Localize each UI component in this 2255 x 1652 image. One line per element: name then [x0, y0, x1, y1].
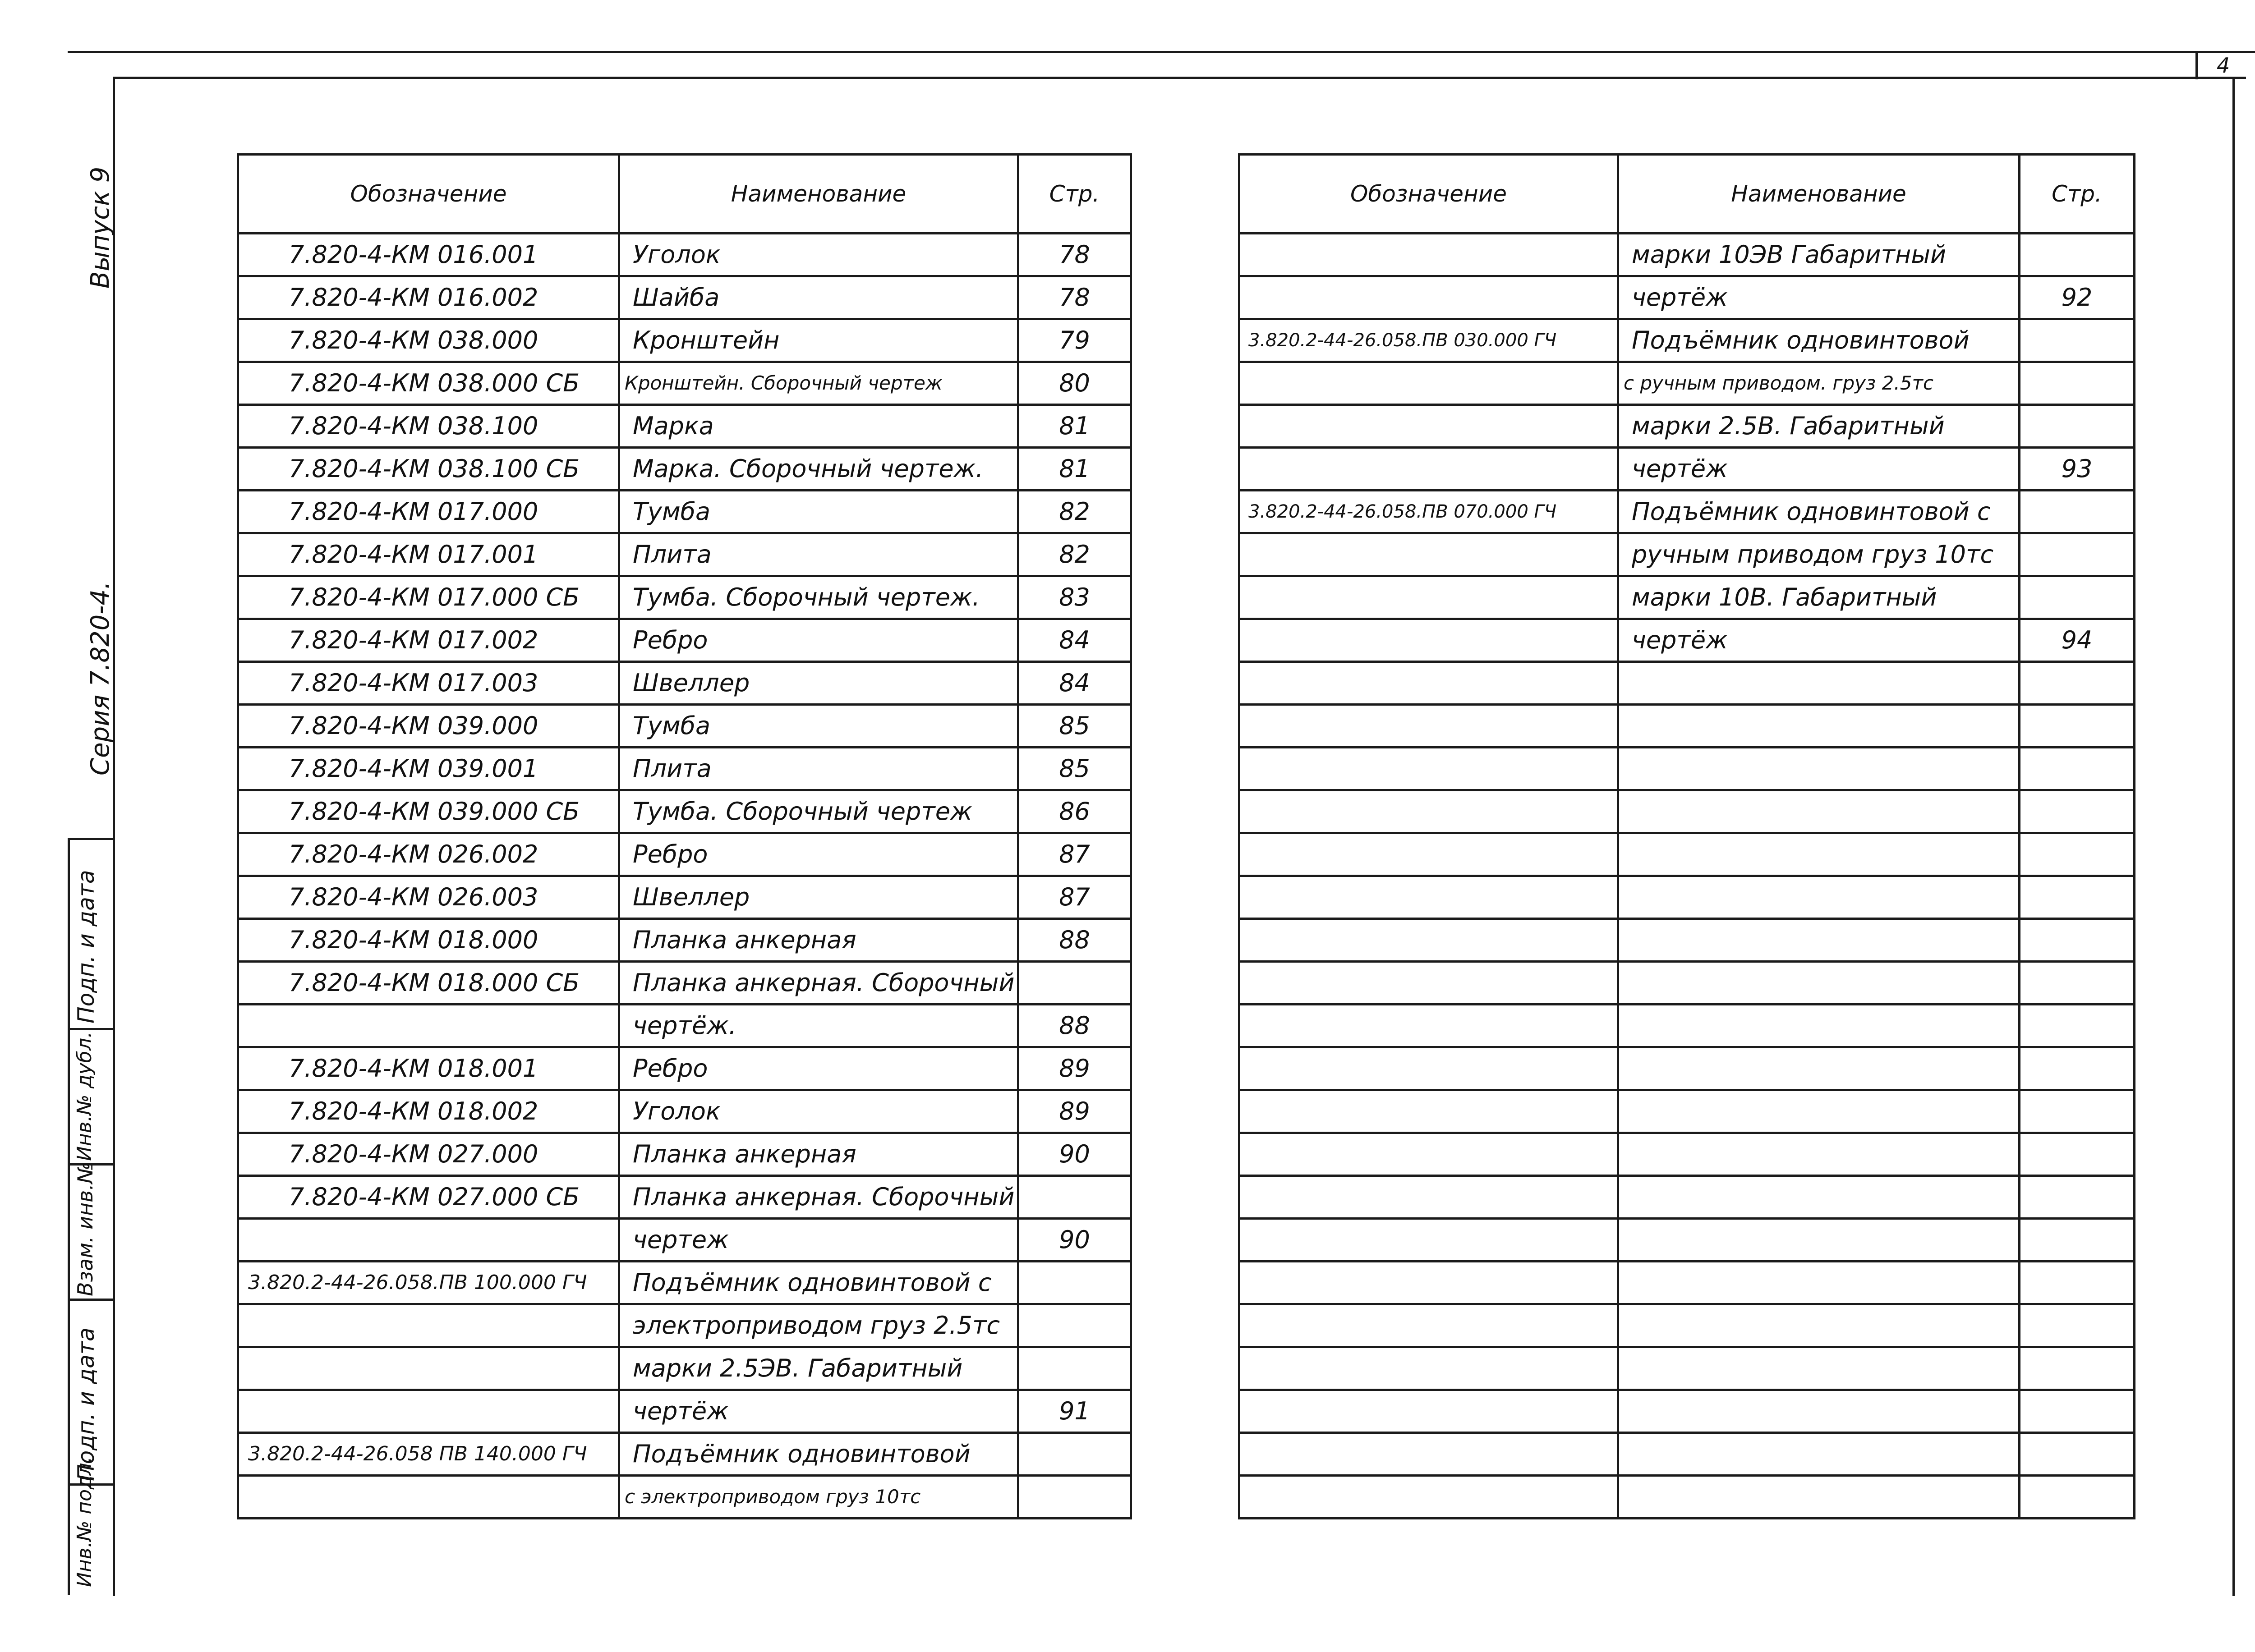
right-frame-line — [2232, 77, 2235, 1596]
cell-name: Планка анкерная — [619, 919, 1018, 962]
cell-page: 87 — [1018, 833, 1131, 876]
cell-code — [1239, 790, 1618, 833]
cell-name: Марка. Сборочный чертеж. — [619, 448, 1018, 491]
cell-name — [1618, 748, 2020, 790]
table-row — [1239, 1304, 2135, 1347]
table-row — [1239, 1047, 2135, 1090]
cell-page: 78 — [1018, 276, 1131, 319]
cell-page: 85 — [1018, 748, 1131, 790]
cell-page — [2020, 491, 2135, 533]
cell-name: Ребро — [619, 833, 1018, 876]
cell-name: марки 10ЭВ Габаритный — [1618, 234, 2020, 276]
cell-page — [2020, 576, 2135, 619]
cell-page — [2020, 705, 2135, 748]
cell-name: Планка анкерная — [619, 1133, 1018, 1176]
cell-name — [1618, 1390, 2020, 1433]
table-row — [1239, 448, 2135, 491]
table-row — [1239, 705, 2135, 748]
cell-page: 86 — [1018, 790, 1131, 833]
table-row — [1239, 619, 2135, 662]
cell-code — [1239, 1390, 1618, 1433]
table-row — [1239, 1133, 2135, 1176]
table-row — [238, 576, 1131, 619]
cell-code — [238, 1219, 619, 1262]
cell-code — [1239, 1090, 1618, 1133]
cell-page: 94 — [2020, 619, 2135, 662]
table-row — [238, 1047, 1131, 1090]
table-row — [1239, 1476, 2135, 1519]
cell-page — [2020, 1176, 2135, 1219]
header-code: Обозначение — [238, 155, 619, 234]
left-frame-line — [113, 77, 115, 1596]
cell-page — [2020, 1347, 2135, 1390]
cell-name — [1618, 662, 2020, 705]
cell-code: 7.820-4-КМ 018.000 СБ — [238, 962, 619, 1005]
cell-page — [2020, 1262, 2135, 1304]
table-row — [238, 405, 1131, 448]
cell-name: Уголок — [619, 234, 1018, 276]
cell-name — [1618, 705, 2020, 748]
cell-name — [1618, 1047, 2020, 1090]
cell-code — [1239, 833, 1618, 876]
header-code: Обозначение — [1239, 155, 1618, 234]
cell-name: чертеж — [619, 1219, 1018, 1262]
table-row — [1239, 1390, 2135, 1433]
cell-name: Кронштейн. Сборочный чертеж — [619, 362, 1018, 405]
cell-name — [1618, 1304, 2020, 1347]
cell-name: Плита — [619, 748, 1018, 790]
table-row — [1239, 662, 2135, 705]
cell-code — [1239, 1219, 1618, 1262]
cell-name — [1618, 1433, 2020, 1476]
cell-name: Плита — [619, 533, 1018, 576]
cell-code — [1239, 705, 1618, 748]
cell-code — [1239, 1133, 1618, 1176]
cell-code: 7.820-4-КМ 018.001 — [238, 1047, 619, 1090]
top-border-line — [68, 51, 2255, 53]
table-row — [1239, 1090, 2135, 1133]
cell-code — [238, 1005, 619, 1047]
cell-code — [1239, 362, 1618, 405]
table-row — [238, 1390, 1131, 1433]
stamp-dup-inv: Инв.№ дубл. — [73, 1031, 96, 1161]
cell-name — [1618, 1347, 2020, 1390]
cell-page: 89 — [1018, 1047, 1131, 1090]
table-row — [1239, 533, 2135, 576]
cell-code: 7.820-4-КМ 027.000 СБ — [238, 1176, 619, 1219]
cell-name: Подъёмник одновинтовой с — [619, 1262, 1018, 1304]
cell-name: марки 10В. Габаритный — [1618, 576, 2020, 619]
cell-page — [1018, 962, 1131, 1005]
cell-code: 7.820-4-КМ 018.000 — [238, 919, 619, 962]
table-row — [238, 448, 1131, 491]
cell-name: Швеллер — [619, 876, 1018, 919]
cell-code — [1239, 1347, 1618, 1390]
cell-page — [2020, 1390, 2135, 1433]
header-name: Наименование — [619, 155, 1018, 234]
cell-code: 3.820.2-44-26.058.ПВ 100.000 ГЧ — [238, 1262, 619, 1304]
cell-name: Ребро — [619, 1047, 1018, 1090]
cell-code: 7.820-4-КМ 017.002 — [238, 619, 619, 662]
cell-code — [1239, 662, 1618, 705]
cell-name — [1618, 790, 2020, 833]
table-row — [238, 790, 1131, 833]
cell-name: с ручным приводом. груз 2.5тс — [1618, 362, 2020, 405]
cell-page — [2020, 1476, 2135, 1519]
table-row — [1239, 362, 2135, 405]
cell-page — [1018, 1176, 1131, 1219]
table-row — [238, 362, 1131, 405]
cell-page — [2020, 1304, 2135, 1347]
table-row — [1239, 876, 2135, 919]
table-row — [238, 1304, 1131, 1347]
cell-code: 7.820-4-КМ 017.000 СБ — [238, 576, 619, 619]
cell-code: 7.820-4-КМ 039.000 — [238, 705, 619, 748]
cell-page — [2020, 1219, 2135, 1262]
cell-name: с электроприводом груз 10тс — [619, 1476, 1018, 1519]
cell-code — [1239, 619, 1618, 662]
cell-name — [1618, 1262, 2020, 1304]
cell-name: Подъёмник одновинтовой с — [1618, 491, 2020, 533]
cell-page — [2020, 319, 2135, 362]
table-row — [238, 705, 1131, 748]
cell-page — [1018, 1433, 1131, 1476]
table-row — [238, 1347, 1131, 1390]
cell-name — [1618, 833, 2020, 876]
cell-name: Марка — [619, 405, 1018, 448]
cell-page: 88 — [1018, 1005, 1131, 1047]
stamp-divider-4 — [68, 1299, 113, 1301]
cell-page — [1018, 1476, 1131, 1519]
table-row — [238, 319, 1131, 362]
cell-page — [2020, 962, 2135, 1005]
stamp-column-left-line — [68, 838, 70, 1595]
cell-page: 89 — [1018, 1090, 1131, 1133]
table-row — [1239, 1219, 2135, 1262]
table-row — [238, 1476, 1131, 1519]
table-row — [1239, 576, 2135, 619]
cell-code — [1239, 1005, 1618, 1047]
cell-page — [2020, 362, 2135, 405]
cell-code — [1239, 448, 1618, 491]
cell-name — [1618, 1090, 2020, 1133]
cell-code — [1239, 1176, 1618, 1219]
cell-page: 78 — [1018, 234, 1131, 276]
cell-page: 82 — [1018, 491, 1131, 533]
stamp-replace-inv: Взам. инв.№ — [73, 1162, 97, 1296]
release-label: Выпуск 9 — [86, 166, 115, 289]
cell-page — [2020, 833, 2135, 876]
cell-code: 7.820-4-КМ 039.000 СБ — [238, 790, 619, 833]
cell-code — [1239, 1047, 1618, 1090]
page-number-box-left — [2195, 53, 2198, 79]
cell-page: 87 — [1018, 876, 1131, 919]
cell-name: чертёж — [1618, 619, 2020, 662]
cell-page — [2020, 748, 2135, 790]
stamp-original-inv: Инв.№ подл. — [73, 1456, 96, 1587]
header-name: Наименование — [1618, 155, 2020, 234]
cell-name: Уголок — [619, 1090, 1018, 1133]
cell-page — [2020, 1047, 2135, 1090]
table-row — [1239, 1262, 2135, 1304]
cell-code — [1239, 919, 1618, 962]
cell-code: 7.820-4-КМ 026.003 — [238, 876, 619, 919]
cell-name — [1618, 1176, 2020, 1219]
cell-code: 7.820-4-КМ 026.002 — [238, 833, 619, 876]
table-row — [238, 491, 1131, 533]
cell-name — [1618, 1133, 2020, 1176]
cell-page: 90 — [1018, 1219, 1131, 1262]
cell-code — [1239, 1433, 1618, 1476]
table-row — [238, 748, 1131, 790]
cell-page: 81 — [1018, 448, 1131, 491]
table-row — [238, 619, 1131, 662]
cell-name: Шайба — [619, 276, 1018, 319]
cell-name: Тумба. Сборочный чертеж. — [619, 576, 1018, 619]
cell-code: 7.820-4-КМ 016.001 — [238, 234, 619, 276]
table-row — [1239, 790, 2135, 833]
header-page: Стр. — [1018, 155, 1131, 234]
cell-name: Швеллер — [619, 662, 1018, 705]
cell-code — [238, 1476, 619, 1519]
cell-name — [1618, 1005, 2020, 1047]
cell-page — [1018, 1262, 1131, 1304]
cell-name: Ребро — [619, 619, 1018, 662]
cell-page: 79 — [1018, 319, 1131, 362]
cell-name — [1618, 1219, 2020, 1262]
cell-code — [1239, 1262, 1618, 1304]
cell-code — [1239, 533, 1618, 576]
inner-top-line — [113, 77, 2246, 79]
table-row — [1239, 1433, 2135, 1476]
cell-page — [2020, 1005, 2135, 1047]
table-row — [238, 1219, 1131, 1262]
cell-name: марки 2.5В. Габаритный — [1618, 405, 2020, 448]
left-spec-table — [237, 153, 1132, 1519]
cell-name: Тумба — [619, 491, 1018, 533]
cell-code: 3.820.2-44-26.058 ПВ 140.000 ГЧ — [238, 1433, 619, 1476]
cell-code: 3.820.2-44-26.058.ПВ 030.000 ГЧ — [1239, 319, 1618, 362]
cell-page: 83 — [1018, 576, 1131, 619]
right-spec-table — [1238, 153, 2135, 1519]
cell-name — [1618, 876, 2020, 919]
cell-page — [2020, 919, 2135, 962]
stamp-sign-date-2: Подп. и дата — [73, 1327, 99, 1481]
cell-page — [2020, 533, 2135, 576]
cell-page — [2020, 662, 2135, 705]
table-row — [238, 533, 1131, 576]
table-row — [1239, 1347, 2135, 1390]
table-row — [238, 1005, 1131, 1047]
cell-page: 88 — [1018, 919, 1131, 962]
table-row — [1239, 919, 2135, 962]
cell-page — [2020, 1133, 2135, 1176]
cell-code: 7.820-4-КМ 017.000 — [238, 491, 619, 533]
table-row — [1239, 276, 2135, 319]
cell-page: 80 — [1018, 362, 1131, 405]
cell-code — [1239, 876, 1618, 919]
cell-name: чертёж — [1618, 276, 2020, 319]
cell-code — [1239, 1476, 1618, 1519]
table-row — [238, 234, 1131, 276]
cell-name: Кронштейн — [619, 319, 1018, 362]
cell-code — [1239, 576, 1618, 619]
cell-name: чертёж — [619, 1390, 1018, 1433]
cell-code: 7.820-4-КМ 027.000 — [238, 1133, 619, 1176]
cell-page — [2020, 234, 2135, 276]
table-row — [238, 1133, 1131, 1176]
cell-code: 7.820-4-КМ 017.001 — [238, 533, 619, 576]
cell-code: 7.820-4-КМ 038.100 — [238, 405, 619, 448]
cell-name: электроприводом груз 2.5тс — [619, 1304, 1018, 1347]
cell-name: Подъёмник одновинтовой — [619, 1433, 1018, 1476]
cell-code — [1239, 748, 1618, 790]
header-page: Стр. — [2020, 155, 2135, 234]
cell-code — [1239, 405, 1618, 448]
table-row — [1239, 748, 2135, 790]
cell-page: 82 — [1018, 533, 1131, 576]
cell-code: 3.820.2-44-26.058.ПВ 070.000 ГЧ — [1239, 491, 1618, 533]
table-row — [1239, 319, 2135, 362]
table-row — [238, 662, 1131, 705]
cell-name: чертёж — [1618, 448, 2020, 491]
cell-code — [238, 1304, 619, 1347]
cell-page: 90 — [1018, 1133, 1131, 1176]
cell-page: 81 — [1018, 405, 1131, 448]
cell-name: чертёж. — [619, 1005, 1018, 1047]
cell-page — [1018, 1347, 1131, 1390]
cell-name: Тумба — [619, 705, 1018, 748]
cell-code: 7.820-4-КМ 018.002 — [238, 1090, 619, 1133]
cell-page: 93 — [2020, 448, 2135, 491]
table-row — [1239, 833, 2135, 876]
cell-name: Подъёмник одновинтовой — [1618, 319, 2020, 362]
table-row — [1239, 962, 2135, 1005]
cell-name — [1618, 919, 2020, 962]
cell-code: 7.820-4-КМ 038.000 — [238, 319, 619, 362]
table-row — [1239, 491, 2135, 533]
cell-page: 92 — [2020, 276, 2135, 319]
table-row — [238, 1176, 1131, 1219]
table-row — [238, 1433, 1131, 1476]
table-row — [1239, 405, 2135, 448]
cell-code — [1239, 234, 1618, 276]
cell-page: 85 — [1018, 705, 1131, 748]
table-row — [238, 833, 1131, 876]
cell-code — [238, 1390, 619, 1433]
cell-page — [2020, 876, 2135, 919]
page-number: 4 — [2217, 53, 2230, 78]
cell-page — [2020, 1433, 2135, 1476]
cell-page: 91 — [1018, 1390, 1131, 1433]
left-table-header — [238, 155, 1131, 234]
table-row — [238, 1090, 1131, 1133]
cell-code — [238, 1347, 619, 1390]
table-row — [238, 876, 1131, 919]
cell-name — [1618, 1476, 2020, 1519]
cell-code — [1239, 962, 1618, 1005]
table-row — [1239, 1005, 2135, 1047]
series-label: Серия 7.820-4. — [86, 581, 115, 776]
cell-code: 7.820-4-КМ 016.002 — [238, 276, 619, 319]
cell-page — [1018, 1304, 1131, 1347]
cell-name: Тумба. Сборочный чертеж — [619, 790, 1018, 833]
cell-code — [1239, 276, 1618, 319]
table-row — [1239, 1176, 2135, 1219]
cell-name: марки 2.5ЭВ. Габаритный — [619, 1347, 1018, 1390]
stamp-divider-1 — [68, 838, 113, 840]
cell-page — [2020, 405, 2135, 448]
cell-name: Планка анкерная. Сборочный — [619, 962, 1018, 1005]
cell-name: ручным приводом груз 10тс — [1618, 533, 2020, 576]
cell-name: Планка анкерная. Сборочный — [619, 1176, 1018, 1219]
table-row — [1239, 234, 2135, 276]
cell-code: 7.820-4-КМ 017.003 — [238, 662, 619, 705]
stamp-divider-2 — [68, 1028, 113, 1030]
table-row — [238, 919, 1131, 962]
cell-page — [2020, 790, 2135, 833]
cell-code — [1239, 1304, 1618, 1347]
table-row — [238, 276, 1131, 319]
cell-code: 7.820-4-КМ 039.001 — [238, 748, 619, 790]
cell-name — [1618, 962, 2020, 1005]
right-table-header — [1239, 155, 2135, 234]
cell-code: 7.820-4-КМ 038.100 СБ — [238, 448, 619, 491]
cell-page: 84 — [1018, 662, 1131, 705]
table-row — [238, 1262, 1131, 1304]
cell-page: 84 — [1018, 619, 1131, 662]
stamp-sign-date-1: Подп. и дата — [73, 870, 99, 1023]
table-row — [238, 962, 1131, 1005]
cell-code: 7.820-4-КМ 038.000 СБ — [238, 362, 619, 405]
cell-page — [2020, 1090, 2135, 1133]
